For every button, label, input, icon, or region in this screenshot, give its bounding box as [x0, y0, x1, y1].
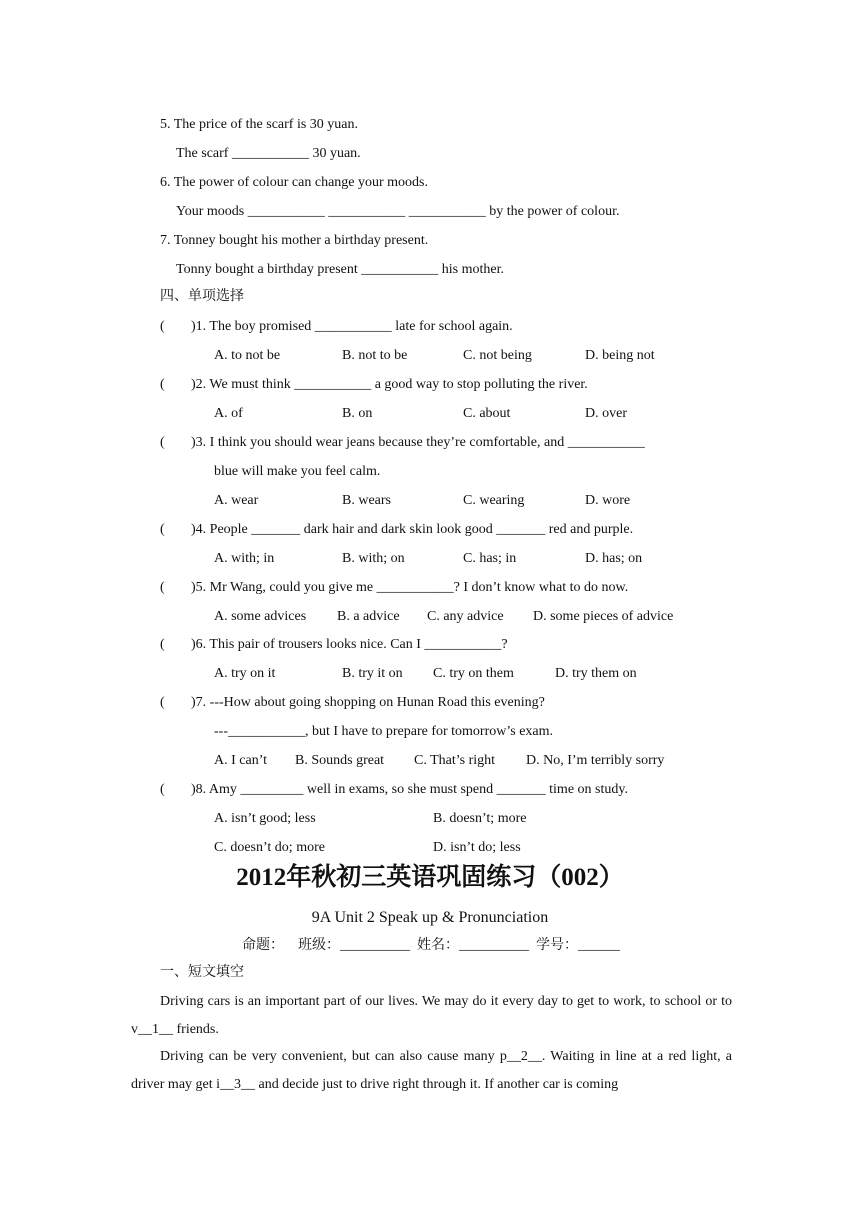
section-heading-part4: 四、单项选择	[160, 289, 244, 304]
question-8-option-a: A. isn’t good; less	[214, 811, 316, 826]
question-1-option-d: D. being not	[585, 348, 655, 363]
question-5-option-b: B. a advice	[337, 609, 400, 624]
question-2-option-d: D. over	[585, 406, 627, 421]
question-5-option-d: D. some pieces of advice	[533, 609, 674, 624]
student-info-line: 命题： 班级：__________ 姓名：__________ 学号：______	[242, 938, 620, 953]
question-1-option-a: A. to not be	[214, 348, 281, 363]
question-2-stem: )2. We must think ___________ a good way to stop polluting the river.	[191, 377, 588, 392]
question-3-option-d: D. wore	[585, 493, 631, 508]
passage-paragraph-1: Driving cars is an important part of our lives. We may do it every day to get to work, to school or to v__1__ friends.	[131, 994, 732, 1037]
question-6-option-d: D. try them on	[555, 666, 637, 681]
question-4-stem: )4. People _______ dark hair and dark skin look good _______ red and purple.	[191, 522, 634, 537]
question-7-stem: )7. ---How about going shopping on Hunan Road this evening?	[191, 695, 545, 710]
question-7-stem-continued: ---___________, but I have to prepare for tomorrow’s exam.	[214, 724, 554, 739]
question-4-option-b: B. with; on	[342, 551, 405, 566]
question-8-stem: )8. Amy _________ well in exams, so she must spend _______ time on study.	[191, 782, 628, 797]
question-6-option-c: C. try on them	[433, 666, 514, 681]
question-6-paren: (	[160, 637, 165, 652]
worksheet-subtitle: 9A Unit 2 Speak up & Pronunciation	[311, 909, 549, 926]
item-6-original: 6. The power of colour can change your moods.	[160, 175, 428, 190]
item-7-rewrite: Tonny bought a birthday present ___________ his mother.	[176, 262, 504, 277]
question-2-paren: (	[160, 377, 165, 392]
question-3-option-a: A. wear	[214, 493, 259, 508]
question-4-option-d: D. has; on	[585, 551, 643, 566]
question-4-option-c: C. has; in	[463, 551, 517, 566]
question-5-option-c: C. any advice	[427, 609, 504, 624]
section-heading-part1: 一、短文填空	[160, 965, 244, 980]
question-3-paren: (	[160, 435, 165, 450]
question-3-stem-continued: blue will make you feel calm.	[214, 464, 381, 479]
item-5-rewrite: The scarf ___________ 30 yuan.	[176, 146, 361, 161]
question-7-paren: (	[160, 695, 165, 710]
question-7-option-b: B. Sounds great	[295, 753, 385, 768]
question-7-option-c: C. That’s right	[414, 753, 496, 768]
question-1-option-c: C. not being	[463, 348, 532, 363]
item-5-original: 5. The price of the scarf is 30 yuan.	[160, 117, 359, 132]
question-7-option-a: A. I can’t	[214, 753, 267, 768]
question-4-option-a: A. with; in	[214, 551, 275, 566]
question-6-option-a: A. try on it	[214, 666, 276, 681]
question-6-stem: )6. This pair of trousers looks nice. Can I ___________?	[191, 637, 508, 652]
question-1-option-b: B. not to be	[342, 348, 408, 363]
question-3-option-c: C. wearing	[463, 493, 525, 508]
question-7-option-d: D. No, I’m terribly sorry	[526, 753, 665, 768]
question-3-option-b: B. wears	[342, 493, 391, 508]
worksheet-title: 2012年秋初三英语巩固练习（002）	[236, 864, 624, 891]
question-8-paren: (	[160, 782, 165, 797]
question-5-option-a: A. some advices	[214, 609, 307, 624]
passage-paragraph-2: Driving can be very convenient, but can also cause many p__2__. Waiting in line at a red light, a driver may get i__3__ and decide just to drive right through it. If another car is coming	[131, 1049, 732, 1092]
question-2-option-c: C. about	[463, 406, 511, 421]
question-8-option-d: D. isn’t do; less	[433, 840, 521, 855]
question-5-stem: )5. Mr Wang, could you give me ___________? I don’t know what to do now.	[191, 580, 629, 595]
question-4-paren: (	[160, 522, 165, 537]
question-8-option-c: C. doesn’t do; more	[214, 840, 325, 855]
question-3-stem: )3. I think you should wear jeans because they’re comfortable, and ___________	[191, 435, 645, 450]
question-1-stem: )1. The boy promised ___________ late for school again.	[191, 319, 513, 334]
question-8-option-b: B. doesn’t; more	[433, 811, 527, 826]
question-2-option-a: A. of	[214, 406, 243, 421]
question-1-paren: (	[160, 319, 165, 334]
question-2-option-b: B. on	[342, 406, 373, 421]
item-6-rewrite: Your moods ___________ ___________ ___________ by the power of colour.	[176, 204, 620, 219]
item-7-original: 7. Tonney bought his mother a birthday present.	[160, 233, 429, 248]
question-6-option-b: B. try it on	[342, 666, 403, 681]
question-5-paren: (	[160, 580, 165, 595]
